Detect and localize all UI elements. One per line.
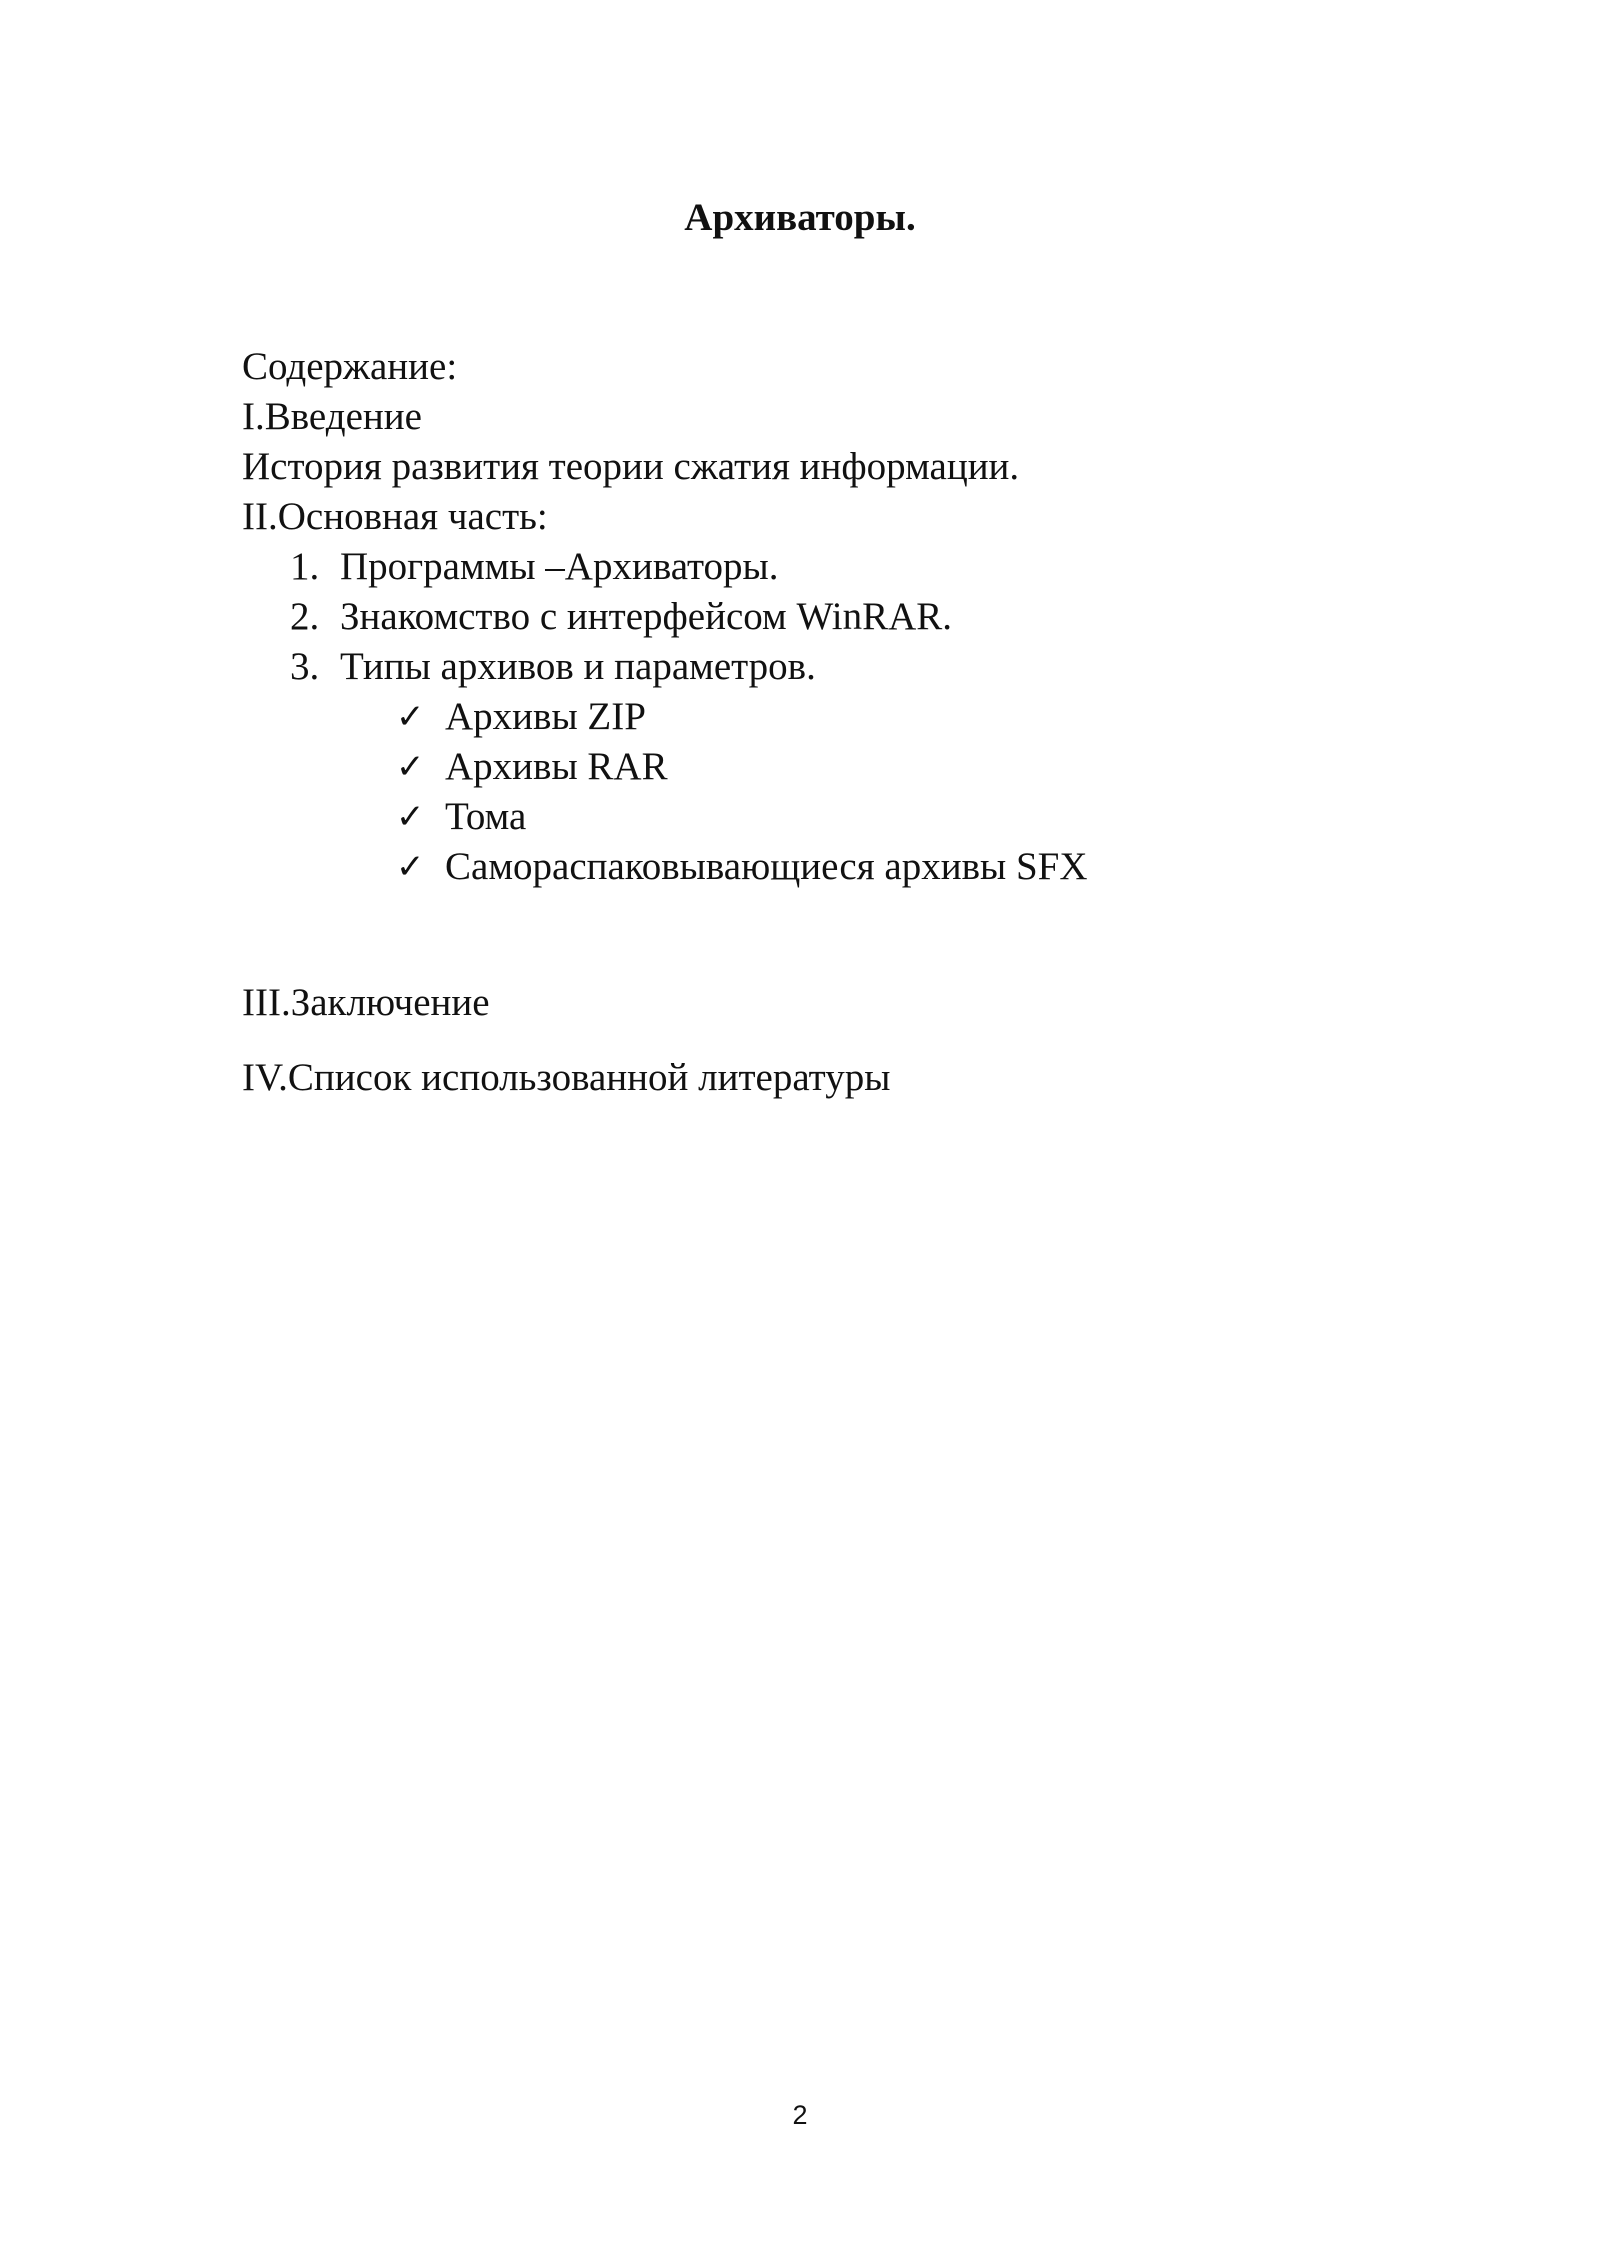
toc-heading: Содержание: [242, 345, 458, 388]
toc-main-part: II.Основная часть: [242, 495, 548, 538]
checkmark-icon: ✓ [396, 797, 425, 837]
table-of-contents [242, 342, 1442, 1103]
toc-references: IV.Список использованной литературы [242, 1056, 891, 1099]
checkmark-icon: ✓ [396, 697, 425, 737]
toc-checked-item [242, 692, 1442, 742]
list-item-text: Программы –Архиваторы. [340, 545, 779, 588]
toc-introduction: I.Введение [242, 395, 422, 438]
checkmark-icon: ✓ [396, 747, 425, 787]
list-number: 3. [290, 645, 320, 688]
toc-checked-item [242, 842, 1442, 892]
toc-checked-item [242, 742, 1442, 792]
list-number: 2. [290, 595, 320, 638]
list-item-text: Архивы RAR [445, 745, 668, 788]
spacer [242, 892, 1442, 978]
checkmark-icon: ✓ [396, 847, 425, 887]
toc-checked-item [242, 792, 1442, 842]
list-item-text: Знакомство с интерфейсом WinRAR. [340, 595, 953, 638]
list-item-text: Тома [445, 795, 527, 838]
list-number: 1. [290, 545, 320, 588]
toc-numbered-item [242, 592, 1442, 642]
toc-numbered-item [242, 542, 1442, 592]
page-number: 2 [792, 2100, 808, 2130]
spacer [242, 1028, 1442, 1053]
toc-numbered-item [242, 642, 1442, 692]
toc-conclusion: III.Заключение [242, 981, 490, 1024]
list-item-text: Типы архивов и параметров. [340, 645, 816, 688]
list-item-text: Самораспаковывающиеся архивы SFX [445, 845, 1088, 888]
toc-history: История развития теории сжатия информации. [242, 445, 1020, 488]
list-item-text: Архивы ZIP [445, 695, 646, 738]
document-title: Архиваторы. [684, 196, 916, 239]
